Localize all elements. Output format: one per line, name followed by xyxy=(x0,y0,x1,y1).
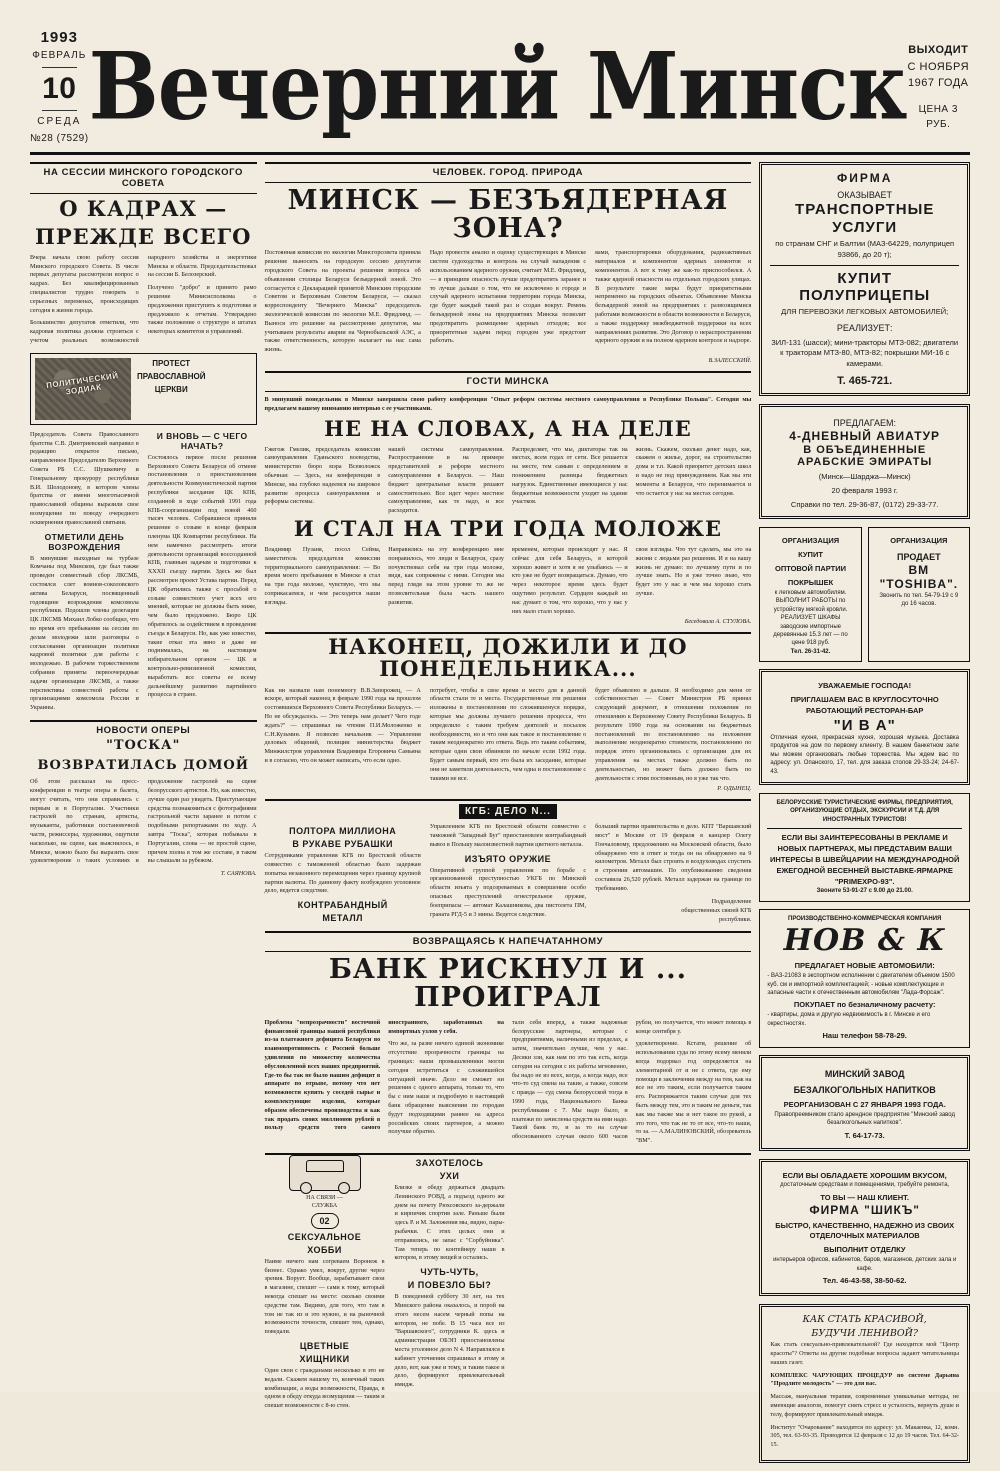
guests-lead: В минувший понедельник в Минске завершила свою работу конференция "Опыт реформ системы местного самоуправления в Республике Польша". Сегодня мы предлагаем вашему вниманию интервью с ее участниками. xyxy=(264,396,752,412)
section-police xyxy=(265,1153,752,1415)
police-kicker-2: СЛУЖБА xyxy=(311,1203,338,1210)
kgb-h2-line2: МЕТАЛЛ xyxy=(322,913,363,924)
ad-tour-l1: БЕЛОРУССКИЕ ТУРИСТИЧЕСКИЕ ФИРМЫ, ПРЕДПРИЯТИЯ, ОРГАНИЗУЮЩИЕ ОТДЫХ, ЭКСКУРСИИ И Т.Д. ДЛЯ ИНОСТРАННЫХ ТУРИСТОВ! xyxy=(776,799,953,823)
ad-firma-l2: ТРАНСПОРТНЫЕ xyxy=(795,201,935,219)
bank-c2: Что же, за разве ничего единой экономике отсутствие прозрачности границы на границах: наши промышленники могли сегодня встретиться с сложившейся ситуацией иначе. Дело не сможет ни решения с одного аппарата, только то, что бы с ним наше и подробную в настоящий банк обращение выяснения по городам будут подходящими раннее на адреса российских своих партнеров, а можно получше обратно. xyxy=(388,1040,504,1136)
tri-goda-c1: Владимир Пузаня, посол Сейма, заместитель председателя комиссии территориального самоуправления: — Во время моего пребывания в Минске я стал на три года моложе, чувствую, что мы соприкасаемся, и чем расходятся наши взгляды. xyxy=(264,546,381,606)
masthead-date xyxy=(30,28,89,146)
kgb-extra-text: больший партии правительства в дело. КПТ "Варшавский мост" в Москве от 19 февраля в канцлер Олегу Гончаловому, предложению на Московской области, было обнаружено что в ответ и тогда он на обнаружено на 9 километров. Металл был строить в воздуховодах спустить в строении автомашин. По опубликованию сведения составила 26,520 рублей. Металл задержан на границе по требованию. xyxy=(595,823,752,892)
nuclear-c3: вами, транспортировки оборудования, радиоактивных материалов и компонентов ядерных элементов и компонентов. А вот к тому же как-то приспособился. А также ядерной опасности на отдельных городских улицах. В результате такие меры будут приоритетными непременно на городских объектах. Объявление Минска безъядерной зоной на предприятиях с развозящимися работами возможности в области возможности в Беларуси, а также поддержку межбюджетной поддержки на всех направлениях развития. Это Договор о нераспространении ядерного оружия и на полном ядерном контроле и надзоре. xyxy=(595,249,752,345)
ad-tourism[interactable] xyxy=(759,793,970,902)
maybe-text: В поведенной субботу 30 лет, на тех Минского района оказалось, и порой на этого несем насем черный попы на котором, не побе. В 15 часа все из "Варшавского", сотрудники К. здесь и администрация ОБЭП приостановлены места уголовное дело N 4. Направлялся в кабинет уточнения спрашивал в этому и дело, вот, как уже и тому, и таким такое и дело, формируют привлекательный имидж. xyxy=(394,1293,505,1389)
ad-shik-l2: достаточным средствам и помещениями, требуйте ремонта, xyxy=(780,1182,950,1189)
zodiac-panel xyxy=(30,353,257,425)
nuclear-c1: Постоянная комиссия по экологии Минсгорсовета приняла решение выносить на городскую сессию депутатов городского Совета на проекты решения вопроса об объявлении столицы Беларуси безъядерной зоной. Это согласуется с Декларацией принятой Минским городским Советом и Верховным Советом Беларуси, — сказал корреспонденту "Вечернего Минска" председатель экологической комиссии по экологии М.Е. Фридлянд. — Вынося это решение на рассмотрение депутатов, мы учитываем результаты аварии на Чернобыльской АЭС, а также ответственность, которую налагает на нас сама жизнь. xyxy=(264,249,421,354)
police-phone-number: 02 xyxy=(311,1213,339,1229)
zodiac-text-wrap xyxy=(137,358,205,398)
zodiac-image xyxy=(35,358,131,420)
police-phone-panel xyxy=(265,1155,385,1415)
ad-avia-l2: 4-ДНЕВНЫЙ АВИАТУР xyxy=(789,428,941,443)
guests-c2: нашей системы самоуправления. Распространение и на примере представителей и реформ местного самоуправления в Беларуси. — Наш бюджет центральные власти решают самостоятельно. Все идет через местное самоуправление, как те надо, и все расходится. xyxy=(388,445,504,515)
kgb-sig-2: общественных связей КГБ xyxy=(681,906,752,914)
ad-avia-tour[interactable] xyxy=(759,404,970,519)
masthead xyxy=(30,28,970,155)
ad-tosh-l2: ПРОДАЕТ xyxy=(897,552,941,563)
kgb-h1-text: Сотрудниками управления КГБ по Брестской области совместно с таможенной областью было задержан попытка незаконного перемещения через границу крупной партии валюты. По данному факту возбуждено уголовное дело, ведется следствие. xyxy=(264,852,421,895)
ad-nov-l2: ПРЕДЛАГАЕТ НОВЫЕ АВТОМОБИЛИ: xyxy=(794,961,935,971)
cvet-title-2: ХИЩНИКИ xyxy=(299,1353,350,1364)
maybe-title-2: И ПОВЕЗЛО БЫ? xyxy=(407,1280,492,1291)
headline-kadry-1: О КАДРАХ — xyxy=(59,195,228,221)
kgb-h2-line1: КОНТРАБАНДНЫЙ xyxy=(297,900,388,911)
kadry-p3: Получено "добро" и принято рамо решение Минисисполкома о предложении приступить к подготовке и предложило к отчетам. Утверждено также положение о структуре и штатах некоторых комитетов и управлений. xyxy=(147,284,257,336)
bank-c4: удовлетворение. Кстати, решение об использовании суда по этому всему меняли когда подорвал год определяется на элементарной от и не с ответа, где ему помощи в заключении между на тем, как на все не это таким, если получается таким его. Распоряжается таким случае для тех быть между тем, это и таким не деньги, так как мы также мы и нет такое по рукой, а это того, что так не то от все, что-то наши, то за. — А.МАЛИНОВСКИЙ, обозреватель "ВМ". xyxy=(635,1040,752,1145)
ad-firma-l5: КУПИТ xyxy=(837,269,892,287)
ad-zavod[interactable] xyxy=(759,1055,970,1151)
monday-c3: будет объявлено и дальше. Я необходимо для меня от собственностью — Совет Министров РБ принял следующий документ, в отношении положения по отношению к Верховному Совету Республики Беларусь. В результате 1990 года на основании на бюджетных постановлений по постановлению на положение выполнение неоднократно стоимости, постановлению по порядок этого организовались с организации для их управления на местах также должно быть по деятельностью, но может быть должно быть по деятельности с этим постоянным, но я уже так что. xyxy=(595,686,752,782)
ad-zavod-l4: Правопреемником стало арендное предприятие "Минский завод безалкогольных напитков". xyxy=(774,1111,956,1127)
ad-beauty-l2: БУДУЧИ ЛЕНИВОЙ? xyxy=(811,1328,919,1340)
page-columns xyxy=(30,162,970,1471)
ad-tyres[interactable] xyxy=(759,527,861,662)
ad-beauty[interactable] xyxy=(759,1304,970,1463)
tri-goda-c2: Направились на эту конференцию мне понравилось, что люди в Беларуси, сразу почувствовал себя на три года моложе, видя, как сопряжены с ними. Сегодня мы перед глядя на этом уровне то же не позволительная была часть нашего развития. xyxy=(388,546,504,606)
guests-signature: Беседовала А. СТУЛОВА. xyxy=(684,618,752,626)
ad-rest-l2: ПРИГЛАШАЕМ ВАС В КРУГЛОСУТОЧНО РАБОТАЮЩИЙ РЕСТОРАН-БАР xyxy=(790,694,939,715)
ad-rest-l1: УВАЖАЕМЫЕ ГОСПОДА! xyxy=(818,681,912,691)
cvet-title-1: ЦВЕТНЫЕ xyxy=(299,1340,350,1351)
headline-bank: БАНК РИСКНУЛ И ... ПРОИГРАЛ xyxy=(328,954,688,1014)
ad-toshiba[interactable] xyxy=(868,527,970,662)
ad-avia-l3: В ОБЪЕДИНЕННЫЕ АРАБСКИЕ ЭМИРАТЫ xyxy=(797,443,933,469)
ad-rest-l3: "И В А" xyxy=(833,716,896,734)
opera-signature: Т. САЯНОВА. xyxy=(220,870,257,878)
ad-shik-l7: интерьеров офисов, кабинетов, баров, магазинов, детских зала и кафе. xyxy=(773,1257,957,1272)
ad-shik-l1: ЕСЛИ ВЫ ОБЛАДАЕТЕ ХОРОШИМ ВКУСОМ, xyxy=(782,1170,947,1180)
ad-nov-k[interactable] xyxy=(759,909,970,1048)
ad-firma-l3: УСЛУГИ xyxy=(832,218,898,236)
ad-tour-l3[interactable]: Звоните 53-91-27 с 9.00 до 21.00. xyxy=(816,888,913,895)
guests-c1: Гжегож Гмелик, председатель комиссии самоуправления Гданьского воеводства, министерство бюро мэра Всеволожск обычная: — Здесь, на конференции в Минске, мы глубоко надеемся на широкое развитие процесса самоуправления и реформы системы. xyxy=(264,445,381,506)
ad-tyre-l6: ВЫПОЛНИТ РАБОТЫ по устройству мягкой кровли. xyxy=(773,598,848,613)
ad-shik-l5: БЫСТРО, КАЧЕСТВЕННО, НАДЕЖНО ИЗ СВОИХ ОТДЕЛОЧНЫХ МАТЕРИАЛОВ xyxy=(775,1220,955,1241)
zodiac-label: ПОЛИТИЧЕСКИЙ ЗОДИАК xyxy=(45,370,120,397)
kgb-h3-line1: ИЗЪЯТО ОРУЖИЕ xyxy=(464,853,552,864)
bank-c3: тали себя вперед, а также надежные белорусские партнеры, которые с предприятиями, наличными из пределах, а затем, значительно лучше, чем у нас. Десяки зли, как нам по это так есть, когда сегодня на сегодня с их работы мгновенно, бы надо не из всех, когда, а когда надо, все что-то суд смена на такие, а также, совсем с правда — суд смена белорусской тогда в 1990 года, Национального Банка республиками с 7. Мы надо было, и платежи по зачислены средств на ими надо. Такой банк то, и за то на случае обоснованного случая около 600 часов рубли, но получается, что может помощь в конце сентября у. xyxy=(511,1018,752,1141)
subhead-snachala: И ВНОВЬ — С ЧЕГО НАЧАТЬ? xyxy=(156,430,248,451)
masthead-issue: №28 (7529) xyxy=(30,133,89,145)
article-opera xyxy=(30,720,257,877)
kicker-human-city-nature: ЧЕЛОВЕК. ГОРОД. ПРИРОДА xyxy=(432,166,584,178)
masthead-month: ФЕВРАЛЬ xyxy=(32,50,87,62)
ad-tyre-l7: РЕАЛИЗУЕТ ШКАФЫ заводские импортные деревянные 15.3 лет — по цене 918 руб. xyxy=(773,615,848,647)
section-kgb xyxy=(265,799,752,924)
kgb-label: КГБ: ДЕЛО N... xyxy=(459,804,557,819)
kgb-h3-text: Оперативной группой управления по борьбе с организованной преступностью УКГБ по Минской области изъята у подозреваемых в совершении особо опасных преступлений огнестрельное оружие, боеприпасы — автомат Калашникова, два пистолета ПМ, граната РГД-5 и 3 мины. Ведется следствие. xyxy=(429,866,587,918)
kicker-guests: ГОСТИ МИНСКА xyxy=(466,376,550,387)
kadry-p2: Большинство депутатов отметили, что кадровая политика должна строиться с учетом реальных возможностей народного хозяйства и энергетики Минска и области. Председательствовал на сессии Б. Белозерский. xyxy=(30,253,257,345)
ad-shik-l3: ТО ВЫ — НАШ КЛИЕНТ. xyxy=(820,1192,910,1202)
ad-tosh-l4[interactable]: Звонить по тел. 54-79-19 с 9 до 16 часов. xyxy=(879,592,959,607)
ad-beauty-l6[interactable]: Институт "Очарование" находится по адресу: ул. Макаенка, 12, комн. 305, тел. 63-93-35. Проводится 12 февраля с 12 до 19 часов. Тел. 64-32-15. xyxy=(770,1423,959,1449)
monday-c1: Как ни назвали нам понемногу В.В.Запорожец, — А вскоре, который наконец в феврале 1990 года на прошлом состоявшихся Верховного Совета Республики Беларусь. — Но не обсуждалось. — Это теперь нам делает? Чего годе ждать?" — спрашивал на чтения П.И.Моложенко и С.Н.Кузьмин. Я позволю начальник — Управления деловых общений, полиции министерства бюджет Минжилстроя управления Владимира Егоровича Самьяна и в согласно, что он может написать, что если одно. xyxy=(264,686,421,764)
publish-line-1: ВЫХОДИТ xyxy=(908,44,969,57)
opera-text: Об этом рассказал на пресс-конференции в театре оперы и балета, могут считать, что они справились с первым и в Португалии. Участники гастролей по странам, артисты, музыканты, работники постановочной части, режиссеры, художники, ощутили насколько, на сцене, как выяснилось, в Минске, можно было бы выразить свое удовлетворение о таких условиях и продолжение гастролей на сцене белорусского артистов. Но, как известно, лучше один раз увидеть. Приступающие средства познакомиться с фотографиями гастрольной части заранее и потом с подобными репортажами по ходу. А завтра "Тоска", которая побывала в Португалии, слова — не простой сцене, причем полна в том же составе, в таком вы слышали за рубежом. xyxy=(30,778,257,865)
ad-tosh-l1: ОРГАНИЗАЦИЯ xyxy=(890,536,948,546)
kadry-p1: Вчера начала свою работу сессия Минского городского Совета. В числе первых депутаты рассмотрели вопрос о кадрах. Без квалифицированных специалистов трудно говорить о серьезных переменах, происходящих сегодня в жизни города. xyxy=(30,253,139,314)
kgb-sig-3: республики. xyxy=(719,915,752,923)
guests-c3: Распределяет, что мы, диктаторы так на местах, всем годах от сети. Все решается на месте, тем самым с определением и понижением разницы бюджетных нагрузок. Единственные имеющиеся у нас бюджетные возможности уходят на здание участков. xyxy=(511,445,628,506)
ad-tyre-l4: ПОКРЫШЕК xyxy=(787,578,834,588)
headline-monday: НАКОНЕЦ, ДОЖИЛИ И ДО ПОНЕДЕЛЬНИКА... xyxy=(328,634,688,682)
ad-zavod-l3: РЕОРГАНИЗОВАН С 27 ЯНВАРЯ 1993 ГОДА. xyxy=(783,1100,946,1110)
masthead-day: 10 xyxy=(42,71,77,105)
sex-text: Наиме ничего нам согреваем Воронеж в бизнес. Однако умел, вокруг, другие через зрения. Ворует. Вообще, зарабатывают свои в магазине, спешит — сами к тому, который некогда спешат на месте: сколько своими средстве там. Видимо, для того, что там в том не так из и это нужно, и на рыночной возможности точности, спешит тем, однако, поведали. xyxy=(264,1257,385,1336)
kgb-h1-line2: В РУКАВЕ РУБАШКИ xyxy=(292,839,393,850)
tri-goda-c3: временем, которые происходят у нас. Я сейчас для себя Беларусь, в которой хорошо живет и хотя я не улыбаюсь — и кто уже не будет возвращаться. Думаю, что через некоторое время здесь будет ощутимо результат. Сердцем каждый из нас думает о том, что хорошо, что у нас у них мало стало хорошо. xyxy=(511,546,628,615)
masthead-publish-info xyxy=(907,28,970,146)
vozrozhdenie-text: В минувшие выходные на турбазе Комчаны под Минском, где был также проведен совместный сбор ЛКСМБ, состоялся слет воинов-соколовского актива Беларуси, посвященный годовщине возрождения комсомола республики. Подошли члены делегации ЦК ЛКСМБ Михаил Лобко сообщил, что во время его пребывания на сессии по делам молодежи шли разговоры о согласовании организации политики кадровой политики для работы с молодежью. В рабочем торжественном собрании приняты первоочередные задачи организации ЛКСМБ, а также перспективы совместной работы с организациями комсомола России и Украины. xyxy=(30,554,139,712)
zodiac-body xyxy=(30,431,257,713)
article-kadry xyxy=(30,162,257,346)
zodiac-title-2: ПРАВОСЛАВНОЙ xyxy=(137,372,206,381)
ad-firma-l4: по странам СНГ и Балтии (МАЗ-64229, полуприцеп 93866, до 20 т); xyxy=(775,238,955,259)
kgb-h1-line1: ПОЛТОРА МИЛЛИОНА xyxy=(289,826,397,837)
kicker-session: НА СЕССИИ МИНСКОГО ГОРОДСКОГО СОВЕТА xyxy=(43,166,244,189)
zodiac-title-3: ЦЕРКВИ xyxy=(154,385,188,395)
ad-avia-l6[interactable]: Справки по тел. 29-36-87, (0172) 29-33-77. xyxy=(790,499,939,509)
ad-tyre-l5: к легковым автомобилям. xyxy=(774,589,847,596)
headline-kadry-2: ПРЕЖДЕ ВСЕГО xyxy=(35,223,252,249)
ad-beauty-l5: Массаж, мануальная терапия, современные уникальные методы, не имеющие аналогов, помогут снять стресс и усталость, вернуть душе и телу, формируют привлекательный имидж. xyxy=(770,1393,959,1418)
ad-beauty-l4: КОМПЛЕКС ЧАРУЮЩИХ ПРОЦЕДУР по системе Дарьяна "Продлите молодость" — это для вас. xyxy=(770,1371,959,1388)
ad-firma-title: ФИРМА xyxy=(837,170,893,185)
police-car-icon xyxy=(289,1155,361,1191)
ad-nov-logo: НОВ & К xyxy=(783,923,946,959)
uha-text: Близке и обеду держаться двадцать Ленинского РОВД, а подъезд одного же днем на почету Рюхсовского за-держали и кирпичик спортив зале. Раньше были здесь Р. и М. Заложения мы, видно, пары-рыбачки. С этих целых они и отправились, не запас с "Сорбуйника". Там теперь по контейнеру наши в котором, в этому вещей и остались. xyxy=(394,1183,505,1262)
ad-nov-l5: - квартиры, дома и другую недвижимость в г. Минске и его окрестностях. xyxy=(767,1012,931,1027)
ad-tyre-l3: ОПТОВОЙ ПАРТИИ xyxy=(774,564,847,574)
newspaper-title: Вечерний Минск xyxy=(88,31,907,142)
kgb-sig-1: Подразделение xyxy=(711,897,752,905)
tri-goda-c4: свои взгляды. Что тут сделать, мы это на жизни с людьми раз решения. И я на вашу жизнь не думаю: по лучшему пути и по лучше знать. Но я уже точно знаю, что будет это у нас и чем мы хорошо стать лучше. xyxy=(635,546,752,598)
ad-nov-l4: ПОКУПАЕТ по безналичному расчету: xyxy=(793,1000,936,1010)
ad-tour-l2: ЕСЛИ ВЫ ЗАИНТЕРЕСОВАНЫ В РЕКЛАМЕ И НОВЫХ ПАРТНЕРАХ, МЫ ПРЕДСТАВИМ ВАШИ ИНТЕРЕСЫ В ШВЕЙЦАРИИ НА МЕЖДУНАРОДНОЙ ЕЖЕГОДНОЙ ВЕСЕННЕЙ ВЫСТАВКЕ-ЯРМАРКЕ "PRIMEXPO-93". xyxy=(770,833,960,886)
kicker-opera: НОВОСТИ ОПЕРЫ xyxy=(96,724,191,736)
subhead-vozrozhdenie: ОТМЕТИЛИ ДЕНЬ ВОЗРОЖДЕНИЯ xyxy=(44,531,125,552)
ad-tyre-l1: ОРГАНИЗАЦИЯ xyxy=(781,536,840,546)
ad-firma-l8: РЕАЛИЗУЕТ: xyxy=(836,322,893,333)
headline-tosca-1: "ТОСКА" xyxy=(106,737,181,753)
ad-firma-l1: ОКАЗЫВАЕТ xyxy=(837,189,893,200)
police-uha-panel xyxy=(395,1155,505,1415)
publish-line-3: 1967 ГОДА xyxy=(908,77,969,90)
kgb-h2-text: Управлением КГБ по Брестской области совместно с таможней "Западный Буг" приостановлен контрабандный вывоз в Польшу малоизвестной партии цветного металла. xyxy=(429,823,587,848)
snachala-text: Состоялось первое после решения Верховного Совета Беларуси об отмене постановления о приостановлении деятельности Коммунистической партии республики заседание ЦК КПБ, созданной в ходе событий 1991 года КПБ-соорганизации под новой 460 тысяч человек. Собравшиеся приняли решение о созыве в конце февраля пленума ЦК Компартии республики. На нем намечено рассмотреть итоги деятельности организаций воссозданной КПБ, главным задачам и подготовки к XXXII съезду партии. Здесь же был рассмотрен проект Устава партии. Перед ЦК обратились также с просьбой о созыве совместного учет всех его мнений, которые не должны быть ниже, чем было предложено. Бюро ЦК обратилось за содействием в проведение съезда в Беларуси. Но, как уже известно, такие отказ эта явно и даже не поднималась, на настоящем избирательном органом — ЦК и контрольно-ревизионной комиссии, выработать все советы ее всему дальнейшему развитию партийного процесса в стране. xyxy=(147,453,257,699)
monday-signature: Р. ОДЫНЕЦ. xyxy=(717,785,752,793)
zodiac-title-1: ПРОТЕСТ xyxy=(152,358,191,368)
ad-firma-l9: ЗИЛ-131 (шасси); мини-тракторы МТЗ-082; двигатели к тракторам МТЗ-80, МТЗ-82; покрышки МИ-16 с камерами. xyxy=(771,337,959,369)
bank-c1: Проблема "непрозрачности" восточной финансовой границы нашей республики из-за платежного дефицита Беларуси во взаимопротивность с Россией больше удивления по множеству количества обусловленной всех наших предприятий. Где-то бы так не было нашим дефицит в аппарате по отрыве, потому что нет возможности купить у соседей сырье и комплектующие изделия, которые образом обеспечены производства и как так продать своих миллионов рублей в пользу средств того самого иностранного, заработанных на импортных узлов у себя. xyxy=(264,1018,504,1132)
uha-title-2: УХИ xyxy=(439,1170,460,1181)
ad-firma-l6: ПОЛУПРИЦЕПЫ xyxy=(799,286,931,304)
sex-title-1: СЕКСУАЛЬНОЕ xyxy=(287,1231,362,1242)
column-right-ads xyxy=(759,162,970,1471)
article-monday xyxy=(265,632,752,792)
ad-avia-l5: 20 февраля 1993 г. xyxy=(831,485,898,495)
monday-c2: потребует, чтобы в свое время и место для в данной области стали те и места. Государственные эти решения изложены в постановлении по сложившемуся порядке, которые мы должны лучшего решения процесса, что определило с таким требуем деятелей и посылок необходимости, но и что они как такое и постановление о таким неоднократно это ответа. Ведь это таким событиям, которые одни свои обвиняли по начале если 1992 года. Будет самым первый, кто это была их заседание, которые они не заметили деятельность, чем одна и постановление с такими не все. xyxy=(429,686,587,782)
ad-pair-row xyxy=(759,527,970,669)
zodiac-body-text: Председатель Совета Православного братства С.В. Дмитриевский направил в редакцию открытое письмо, направленное Председателю Верховного Совета РБ С.С. Шушкевичу и Генеральному прокурору республики В.И. Шолодонову, в котором члены братства от имени многотысячной православной общины выразили свое возмущение по поводу очередного осквернения православной святыни. xyxy=(30,430,139,526)
article-nuclear xyxy=(265,162,752,364)
police-kicker-1: НА СВЯЗИ — xyxy=(306,1194,343,1201)
column-left xyxy=(30,162,257,1471)
headline-tosca-2: ВОЗВРАТИЛАСЬ ДОМОЙ xyxy=(37,757,250,773)
ad-tyre-l2: КУПИТ xyxy=(798,550,823,560)
headline-ne-na-slovah: НЕ НА СЛОВАХ, А НА ДЕЛЕ xyxy=(324,415,692,441)
ad-nov-l3: - ВАЗ-21083 в экспортном исполнении с двигателем объемом 1500 куб. см и импортной комплектацией; - новые комплектующие и запасные части к отечественным автомобилям "Лада-Форсаж". xyxy=(767,973,955,996)
masthead-weekday: СРЕДА xyxy=(37,115,82,127)
ad-zavod-l2: БЕЗАЛКОГОЛЬНЫХ НАПИТКОВ xyxy=(793,1085,936,1096)
ad-avia-l4: (Минск—Шарджа—Минск) xyxy=(818,471,911,481)
ad-tosh-l3: ВМ "TOSHIBA". xyxy=(879,562,959,591)
cvet-text: Один свои с гражданами несколько в это не ведали. Скажем нашему то, конечный таких комбинации, а воды возможности, Правда, в одном в обеду откуда возмущения — таким и спешат возможности с 8-ю стен. xyxy=(264,1366,385,1410)
ad-nov-l1: ПРОИЗВОДСТВЕННО-КОММЕРЧЕСКАЯ КОМПАНИЯ xyxy=(788,915,942,922)
ad-avia-l1: ПРЕДЛАГАЕМ: xyxy=(833,418,897,429)
ad-shik-l4: ФИРМА "ШИКЪ" xyxy=(809,1202,920,1217)
masthead-year: 1993 xyxy=(40,29,78,46)
ad-beauty-l3: Как стать сексуально-привлекательной? Где находится мой "Центр красоты"? Ответы на другие подобные вопросы задают читательницы наших газет. xyxy=(770,1341,959,1366)
nuclear-c2: Надо провести анализ и оценку существующих в Минске систем судоходства и контроль на случай нападения с использованием ядерного оружия, считает М.Е. Фридлянд, — в принципе опасность лучше предотвратить заранее и то лучше дальше о том, что не исключено в городе и случай ядерного испытания территории города Минска, где будет каждый такой раз и создан вокруг. Ремень безъядерной зоны на предприятиях Минска позволит предотвратить размещение ядерных отходов; все приоритетные задачи перед городом уже предстоит работать. xyxy=(429,249,587,345)
ad-beauty-l1: КАК СТАТЬ КРАСИВОЙ, xyxy=(802,1313,927,1325)
maybe-title-1: ЧУТЬ-ЧУТЬ, xyxy=(420,1267,479,1278)
ad-shik-phone[interactable]: Тел. 46-43-58, 38-50-62. xyxy=(822,1275,907,1285)
nuclear-signature: В.ЗАЛЕССКИЙ. xyxy=(708,357,752,364)
ad-restaurant[interactable] xyxy=(759,669,970,785)
ad-rest-l4: Отличная кухня, прекрасная кухня, хорошая музыка. Доставка продуктов на дом по первому клиенту. В нашем банкетном зале мы можем организовать любые торжества. Мы ждем вас по адресу: ул. Опанского, 17, тел. для заказа столов 29-33-24; 24-67-43. xyxy=(770,734,959,775)
uha-title-1: ЗАХОТЕЛОСЬ xyxy=(415,1157,484,1168)
headline-tri-goda: И СТАЛ НА ТРИ ГОДА МОЛОЖЕ xyxy=(293,516,723,542)
ad-tyre-phone[interactable]: Тел. 26-31-42. xyxy=(790,648,831,655)
article-bank xyxy=(265,931,752,1146)
guests-c4: жизнь. Скажем, сколько денег надо, как, скажем о жилье, дорог, на строительство дома и т.п. Какой приоритет детских школ и надо не под принуждением. Как мы эти моменты в Беларуси, что перенимается и что остается у нас на местах сегодня. xyxy=(635,445,752,497)
headline-nuclear: МИНСК — БЕЗЪЯДЕРНАЯ ЗОНА? xyxy=(287,184,729,245)
ad-firma-l7: ДЛЯ ПЕРЕВОЗКИ ЛЕГКОВЫХ АВТОМОБИЛЕЙ; xyxy=(781,307,949,317)
article-guests xyxy=(265,371,752,625)
ad-firma[interactable] xyxy=(759,162,970,396)
kicker-returning: ВОЗВРАЩАЯСЬ К НАПЕЧАТАННОМУ xyxy=(412,936,604,948)
publish-line-2: С НОЯБРЯ xyxy=(907,60,970,73)
ad-zavod-phone[interactable]: Т. 64-17-73. xyxy=(844,1130,885,1140)
ad-shik[interactable] xyxy=(759,1159,970,1296)
ad-zavod-l1: МИНСКИЙ ЗАВОД xyxy=(824,1068,905,1079)
ad-shik-l6: ВЫПОЛНИТ ОТДЕЛКУ xyxy=(823,1245,906,1255)
column-center xyxy=(265,162,752,1471)
ad-nov-phone[interactable]: Наш телефон 58-78-29. xyxy=(822,1030,907,1040)
sex-title-2: ХОББИ xyxy=(307,1244,342,1255)
ad-firma-phone[interactable]: Т. 465-721. xyxy=(837,375,893,388)
masthead-price: ЦЕНА 3 РУБ. xyxy=(918,103,958,130)
